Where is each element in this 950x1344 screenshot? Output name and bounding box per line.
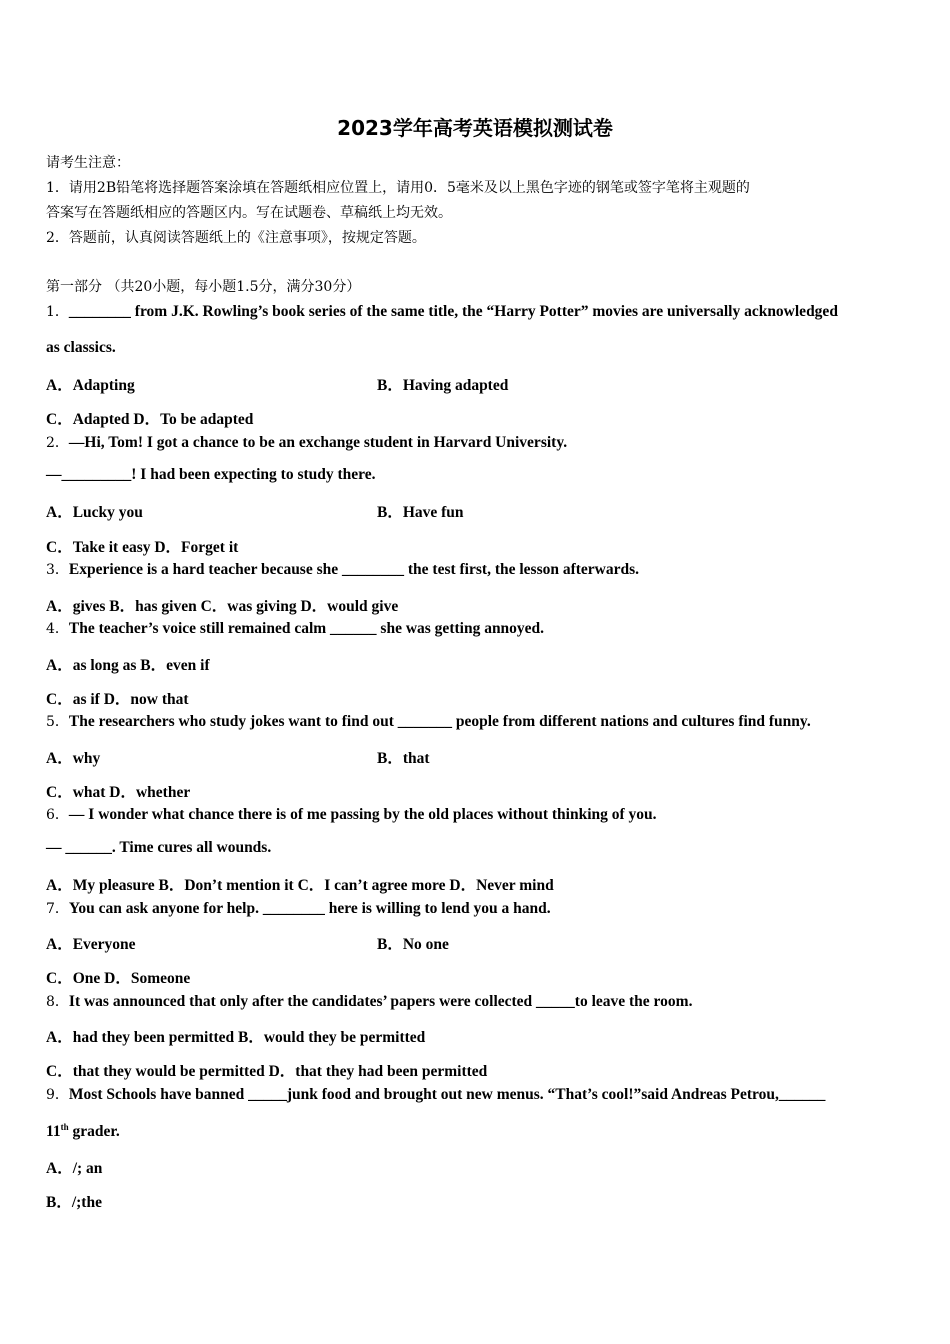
question-5 [46, 711, 811, 731]
option-a: A．Everyone [46, 936, 136, 953]
question-number: 2． [46, 435, 69, 451]
options-a-d: A．My pleasure B．Don’t mention it C．I can’t agree more D．Never mind [46, 877, 554, 894]
question-9 [46, 1084, 825, 1104]
question-number: 6． [46, 807, 69, 823]
question-stem: The teacher’s voice still remained calm ______ she was getting annoyed. [68, 620, 545, 637]
notice-heading: 请考生注意： [46, 155, 130, 171]
question-stem: You can ask anyone for help. ________ here is willing to lend you a hand. [68, 900, 551, 917]
question-6 [46, 804, 657, 824]
notice-line-1: 1．请用2B铅笔将选择题答案涂填在答题纸相应位置上，请用0．5毫米及以上黑色字迹的钢笔或签字笔将主观题的 [46, 180, 750, 196]
question-number: 1． [46, 304, 69, 320]
grade-number: 11 [46, 1123, 61, 1141]
option-a: A．/; an [46, 1160, 103, 1177]
question-4 [46, 618, 544, 638]
question-number: 4． [46, 621, 69, 637]
question-number: 9． [46, 1087, 69, 1103]
option-b: B．that [377, 750, 430, 767]
notice-line-2: 答案写在答题纸相应的答题区内。写在试题卷、草稿纸上均无效。 [46, 205, 452, 221]
option-b: B．/;the [46, 1194, 102, 1211]
question-stem: It was announced that only after the candidates’ papers were collected _____to leave the room. [68, 993, 693, 1010]
question-1-stem-cont: as classics. [46, 339, 116, 356]
question-8 [46, 991, 692, 1011]
option-a: A．why [46, 750, 101, 767]
option-c-d: C．Adapted D．To be adapted [46, 411, 254, 428]
question-number: 8． [46, 994, 69, 1010]
option-c-d: C．what D．whether [46, 784, 191, 801]
question-stem: Most Schools have banned _____junk food and brought out new menus. “That’s cool!”said Andreas Petrou,______ [68, 1086, 826, 1103]
notice-line-3: 2．答题前，认真阅读答题纸上的《注意事项》，按规定答题。 [46, 230, 426, 246]
option-c-d: C．as if D．now that [46, 691, 189, 708]
option-b: B．Have fun [377, 504, 464, 521]
option-a-b: A．as long as B．even if [46, 657, 210, 674]
question-2 [46, 432, 567, 452]
question-1 [46, 301, 838, 321]
question-6-stem-cont: — ______. Time cures all wounds. [46, 839, 272, 856]
options-a-d: A．gives B．has given C．was giving D．would give [46, 598, 399, 615]
question-stem: ________ from J.K. Rowling’s book series of the same title, the “Harry Potter” movies are universally acknowledged [68, 303, 838, 320]
question-stem: The researchers who study jokes want to find out _______ people from different nations and cultures find funny. [68, 713, 811, 730]
option-a: A．Lucky you [46, 504, 143, 521]
page-title: 2023学年高考英语模拟测试卷 [337, 116, 613, 140]
question-2-stem-cont: —_________! I had been expecting to study there. [46, 466, 376, 483]
question-stem: —Hi, Tom! I got a chance to be an exchange student in Harvard University. [68, 434, 568, 451]
question-7 [46, 898, 551, 918]
question-stem: — I wonder what chance there is of me passing by the old places without thinking of you. [68, 806, 657, 823]
option-a-b: A．had they been permitted B．would they be permitted [46, 1029, 426, 1046]
option-b: B．Having adapted [377, 377, 509, 394]
question-number: 3． [46, 562, 69, 578]
question-number: 7． [46, 901, 69, 917]
option-b: B．No one [377, 936, 449, 953]
question-9-stem-cont [46, 1122, 120, 1141]
ordinal-suffix: th [60, 1122, 69, 1132]
question-number: 5． [46, 714, 69, 730]
option-c-d: C．Take it easy D．Forget it [46, 539, 239, 556]
grade-word: grader. [68, 1123, 120, 1141]
question-3 [46, 559, 639, 579]
option-a: A．Adapting [46, 377, 135, 394]
question-stem: Experience is a hard teacher because she ________ the test first, the lesson afterwards. [68, 561, 640, 578]
part-heading: 第一部分 （共20小题，每小题1.5分，满分30分） [46, 279, 361, 295]
option-c-d: C．One D．Someone [46, 970, 191, 987]
option-c-d: C．that they would be permitted D．that they had been permitted [46, 1063, 488, 1080]
